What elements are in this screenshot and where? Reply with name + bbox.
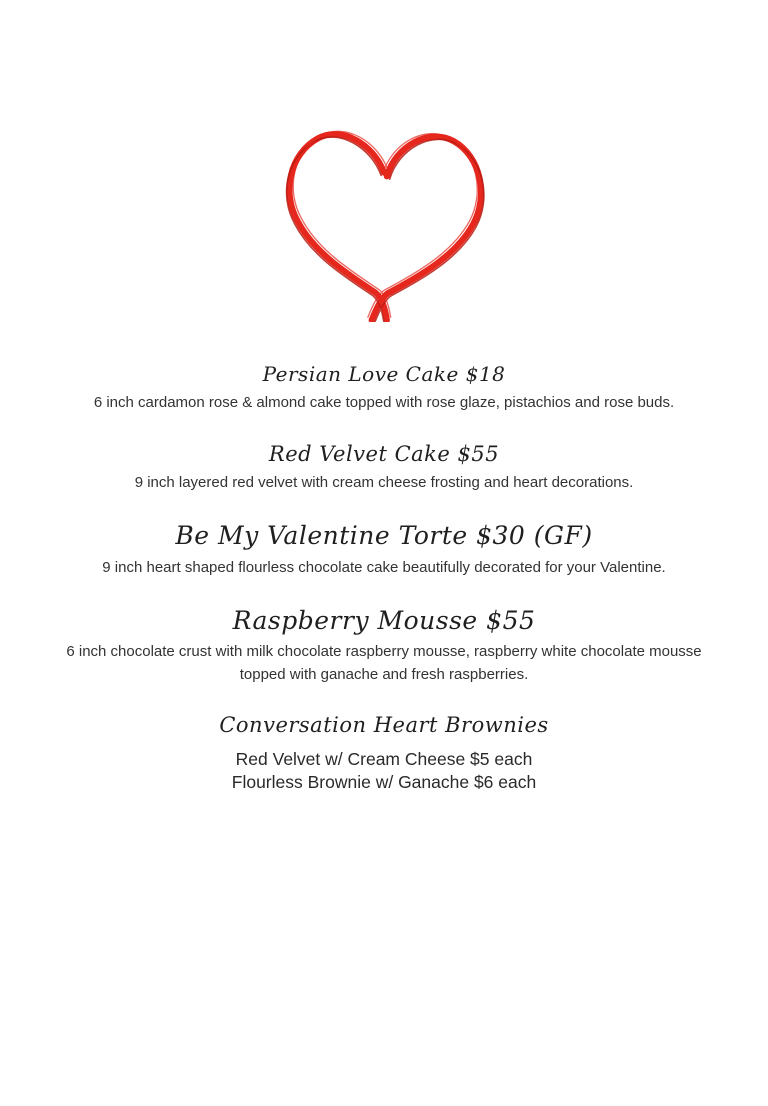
menu-item-title: Persian Love Cake $18 bbox=[262, 362, 506, 386]
menu-item-price-line: Flourless Brownie w/ Ganache $6 each bbox=[231, 771, 537, 792]
menu-item-description: 6 inch chocolate crust with milk chocolate raspberry mousse, raspberry white chocolate mousse topped with ganache and fresh raspberries. bbox=[66, 643, 702, 683]
menu-item-title: Red Velvet Cake $55 bbox=[268, 441, 500, 466]
menu-item-persian-love-cake bbox=[0, 362, 768, 415]
menu-item-price-lines bbox=[0, 748, 768, 795]
menu-list bbox=[0, 362, 768, 794]
valentine-menu-page bbox=[0, 112, 768, 1106]
menu-item-description: 6 inch cardamon rose & almond cake topped with rose glaze, pistachios and rose buds. bbox=[93, 394, 675, 411]
heart-illustration bbox=[275, 112, 493, 322]
menu-item-title: Raspberry Mousse $55 bbox=[232, 606, 536, 635]
menu-item-conversation-heart-brownies bbox=[0, 712, 768, 794]
menu-item-valentine-torte bbox=[0, 520, 768, 579]
menu-item-red-velvet-cake bbox=[0, 441, 768, 495]
sketch-heart-icon bbox=[275, 112, 493, 322]
menu-item-price-line: Red Velvet w/ Cream Cheese $5 each bbox=[235, 748, 533, 769]
menu-item-description: 9 inch layered red velvet with cream cheese frosting and heart decorations. bbox=[134, 473, 634, 491]
menu-item-raspberry-mousse bbox=[0, 605, 768, 686]
menu-item-title: Be My Valentine Torte $30 (GF) bbox=[175, 521, 593, 551]
menu-item-title: Conversation Heart Brownies bbox=[219, 713, 549, 738]
menu-item-description: 9 inch heart shaped flourless chocolate cake beautifully decorated for your Valentine. bbox=[102, 558, 666, 576]
